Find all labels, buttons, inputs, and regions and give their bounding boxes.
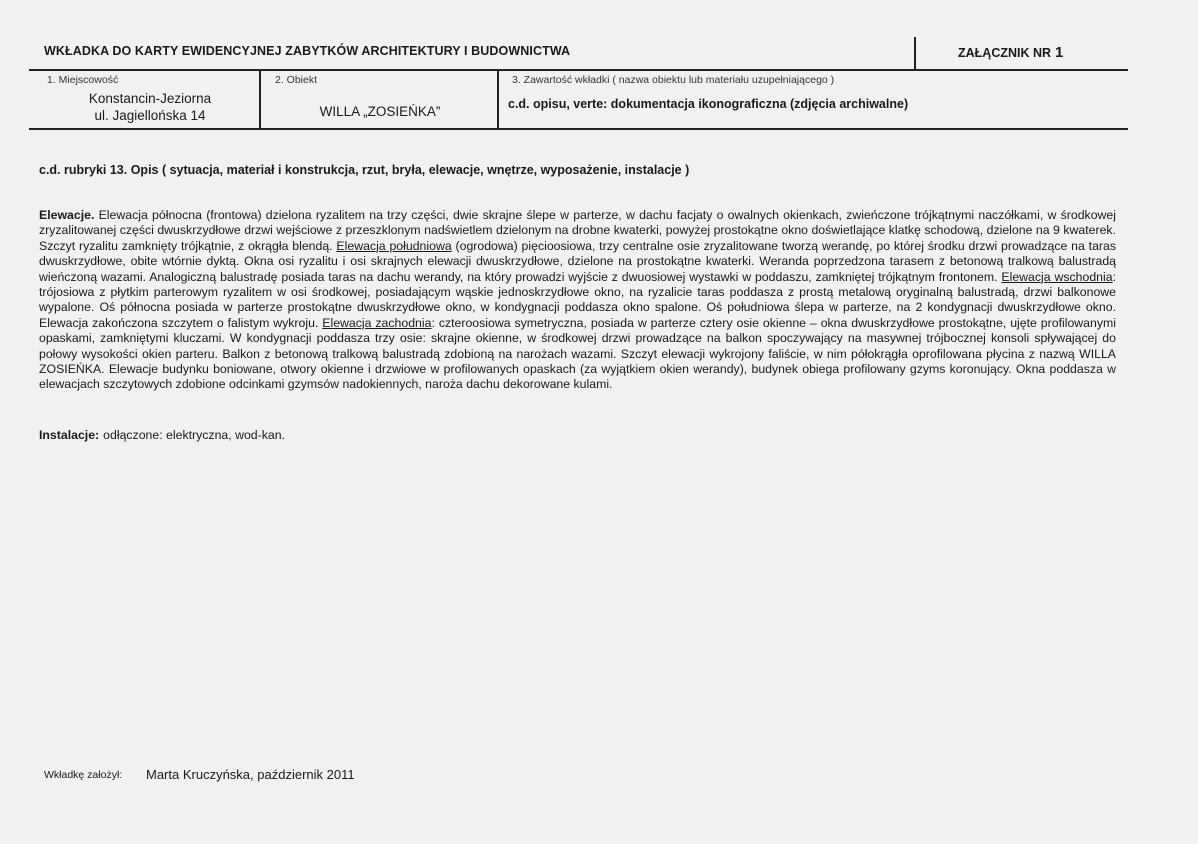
installations-value: odłączone: elektryczna, wod-kan.: [103, 428, 285, 442]
south-elevation-text: (ogrodowa) pięcioosiowa, trzy centralne osie zryzalitowane tworzą werandę, po której środku drzwi prowadzące na taras dwuskrzydłowe, obite wtórnie dyktą. Okna osi ryzalitu i osi skrajnych elewacji dwuskrzydłowe, dzielone na prostokątne kwaterki. Weranda poprzedzona tarasem z betonową tralkową balustradą wieńczoną wazami. Analogiczną balustradę posiada taras na dachu werandy, na który prowadzi wyjście z dwuosiowej wystawki w poddaszu, zamkniętej trójkątnym frontonem.: [39, 238, 1116, 284]
attachment-number: 1: [1055, 44, 1064, 61]
cell-divider-1: [259, 70, 261, 130]
place-label: 1. Miejscowość: [47, 74, 119, 86]
place-value: [44, 90, 256, 124]
section-title: c.d. rubryki 13. Opis ( sytuacja, materiał i konstrukcja, rzut, bryła, elewacje, wnętrze, wyposażenie, instalacje ): [39, 163, 690, 177]
south-elevation-label: Elewacja południowa: [336, 238, 452, 253]
description-lead: Elewacje.: [39, 208, 95, 222]
attachment-label: ZAŁĄCZNIK NR: [958, 46, 1052, 60]
place-town: Konstancin-Jeziorna: [88, 91, 212, 106]
header-divider: [914, 37, 916, 70]
description-paragraph: [39, 208, 1116, 393]
header-rule: [29, 69, 1128, 71]
info-row-rule: [29, 128, 1128, 130]
content-value: c.d. opisu, verte: dokumentacja ikonograficzna (zdjęcia archiwalne): [508, 97, 909, 111]
east-elevation-text: : trójosiowa z płytkim parterowym ryzalitem w osi środkowej, posiadającym wąskie jednoskrzydłowe okno, na ryzalicie taras poddasza z prostą metalową oryginalną balustradą, drzwi balkonowe wypalone. Oś północna posiada w parterze prostokątne dwuskrzydłowe okno, w kondygnacji poddasza okno spalone. Oś południowa ślepa w parterze, na 2 kondygnacji dwuskrzydłowe okno. Elewacja zakończona szczytem o falistym wykroju.: [39, 269, 1116, 330]
object-label: 2. Obiekt: [275, 74, 318, 86]
north-elevation-text: Elewacja północna (frontowa) dzielona ryzalitem na trzy części, dwie skrajne ślepe w parterze, w dachu facjaty o owalnych okienkach, zwieńczone trójkątnymi naczółkami, w środkowej zryzalitowanej części dwuskrzydłowe drzwi wejściowe z przeszklonym nadświetlem dzielonym na drobne kwaterki, powyżej prostokątne okno doświetlające klatkę schodową, dzielone na 9 kwaterek. Szczyt ryzalitu zamknięty trójkątnie, z okrągła blendą.: [39, 208, 1116, 253]
cell-divider-2: [497, 70, 499, 130]
object-value: WILLA „ZOSIEŃKA”: [319, 104, 441, 119]
west-elevation-text: : czteroosiowa symetryczna, posiada w parterze cztery osie okienne – okna dwuskrzydłowe prostokątne, ujęte profilowanymi opaskami, zamkniętymi kluczami. W kondygnacji poddasza trzy osie: skrajne okienne, w środkowej drzwi prowadzące na balkon spoczywający na masywnej trójbocznej konsoli spływającej do połowy wysokości okien parteru. Balkon z betonową tralkową balustradą zdobioną na narożach wazami. Szczyt elewacji wykrojony faliście, w nim półokrągła oprofilowana płycina z nazwą WILLA ZOSIEŃKA. Elewacje budynku boniowane, otwory okienne i drzwiowe w profilowanych opaskach (za wyjątkiem okien werandy), budynek obiega profilowany gzyms koronujący. Okna poddasza w elewacjach szczytowych zdobione odcinkami gzymsów nadokiennych, naroża dachu dekorowane kulami.: [39, 315, 1116, 392]
east-elevation-label: Elewacja wschodnia: [1001, 269, 1113, 284]
author-value: Marta Kruczyńska, październik 2011: [146, 767, 355, 782]
author-label: Wkładkę założył:: [44, 769, 123, 781]
place-street: ul. Jagiellońska 14: [94, 108, 206, 123]
west-elevation-label: Elewacja zachodnia: [322, 315, 432, 330]
content-label: 3. Zawartość wkładki ( nazwa obiektu lub materiału uzupełniającego ): [512, 74, 835, 86]
attachment-heading: [958, 44, 1063, 61]
installations-line: [39, 428, 285, 442]
installations-label: Instalacje:: [39, 428, 100, 442]
document-title: WKŁADKA DO KARTY EWIDENCYJNEJ ZABYTKÓW ARCHITEKTURY I BUDOWNICTWA: [44, 44, 571, 58]
